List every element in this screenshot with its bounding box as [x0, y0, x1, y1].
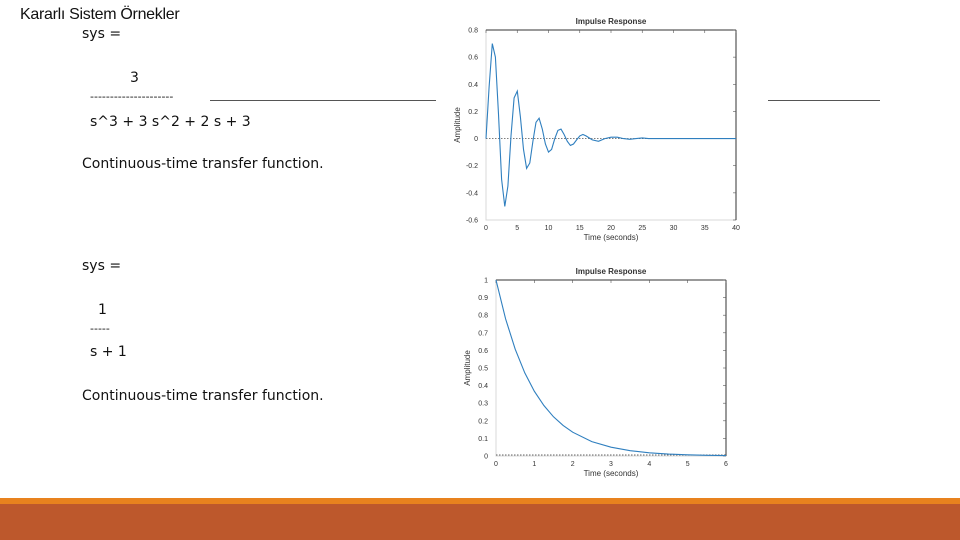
- y-tick-label: 0: [484, 453, 488, 461]
- x-tick-label: 40: [732, 225, 740, 232]
- plot-area: [496, 280, 726, 456]
- chart-title: Impulse Response: [575, 267, 647, 276]
- x-tick-label: 0: [484, 225, 488, 232]
- x-tick-label: 5: [685, 461, 690, 468]
- example2-divider: -----: [90, 322, 110, 335]
- x-tick-label: 15: [575, 225, 584, 232]
- y-tick-label: 1: [484, 277, 488, 285]
- x-axis-label: Time (seconds): [583, 469, 639, 478]
- y-axis-label: Amplitude: [463, 350, 472, 386]
- example1-fraction-line-right: [768, 100, 880, 101]
- impulse-response-chart-1: [440, 8, 780, 248]
- y-tick-label: 0.2: [468, 108, 478, 116]
- x-tick-label: 3: [609, 461, 613, 468]
- y-tick-label: 0.2: [478, 418, 488, 426]
- example1-fraction-line-left: [210, 100, 436, 101]
- y-tick-label: 0.9: [478, 295, 488, 303]
- example1-denominator: s^3 + 3 s^2 + 2 s + 3: [90, 114, 251, 130]
- y-tick-label: 0.3: [478, 400, 488, 408]
- x-tick-label: 5: [515, 225, 520, 232]
- y-tick-label: 0.7: [478, 330, 488, 338]
- plot-area: [486, 30, 736, 220]
- x-tick-label: 4: [647, 461, 652, 468]
- y-tick-label: -0.2: [465, 163, 478, 171]
- x-tick-label: 35: [700, 225, 709, 232]
- footer-band: [0, 504, 960, 540]
- example2-caption: Continuous-time transfer function.: [82, 388, 324, 404]
- y-tick-label: 0.4: [478, 383, 488, 391]
- slide-title: Kararlı Sistem Örnekler: [20, 6, 180, 23]
- x-tick-label: 30: [669, 225, 678, 232]
- x-tick-label: 2: [570, 461, 575, 468]
- example2-numerator: 1: [98, 302, 107, 318]
- example1-divider: ---------------------: [90, 90, 174, 103]
- example2-sys-label: sys =: [82, 258, 122, 274]
- y-tick-label: -0.4: [465, 190, 478, 198]
- y-tick-label: -0.6: [465, 217, 478, 225]
- impulse-response-chart-2: [460, 258, 750, 488]
- example1-caption: Continuous-time transfer function.: [82, 156, 324, 172]
- x-tick-label: 20: [607, 225, 615, 232]
- x-axis-label: Time (seconds): [583, 233, 639, 242]
- y-tick-label: 0.6: [468, 54, 478, 62]
- x-tick-label: 25: [638, 225, 647, 232]
- x-tick-label: 0: [494, 461, 498, 468]
- y-tick-label: 0.5: [478, 365, 488, 373]
- y-tick-label: 0.8: [478, 312, 488, 320]
- y-tick-label: 0.6: [478, 347, 488, 355]
- y-tick-label: 0.4: [468, 81, 478, 89]
- example1-numerator: 3: [130, 70, 139, 86]
- x-tick-label: 10: [544, 225, 553, 232]
- example1-sys-label: sys =: [82, 26, 122, 42]
- example2-denominator: s + 1: [90, 344, 127, 360]
- chart-title: Impulse Response: [575, 17, 647, 26]
- y-tick-label: 0.1: [478, 435, 488, 443]
- x-tick-label: 1: [532, 461, 537, 468]
- y-axis-label: Amplitude: [453, 107, 462, 143]
- y-tick-label: 0: [474, 136, 478, 144]
- x-tick-label: 6: [724, 461, 728, 468]
- y-tick-label: 0.8: [468, 27, 478, 35]
